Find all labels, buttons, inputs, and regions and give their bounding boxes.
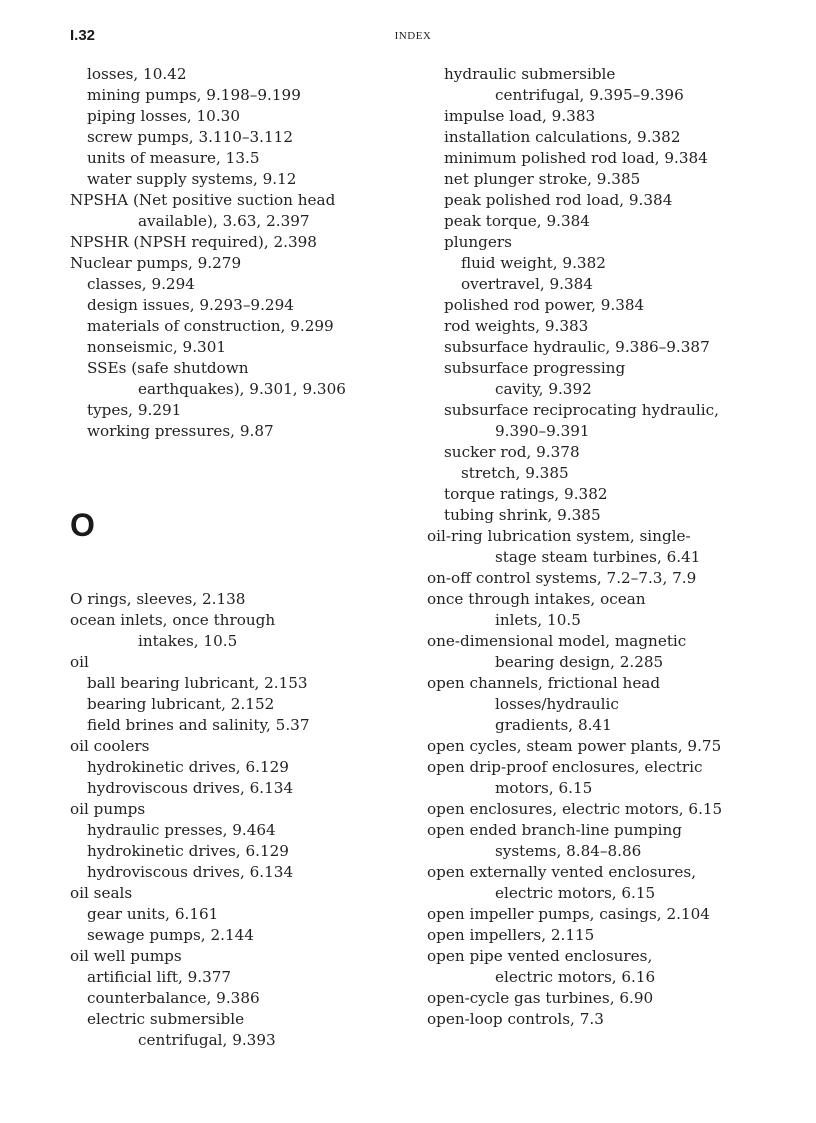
index-subentry: nonseismic, 9.301 — [87, 338, 227, 356]
index-subentry: design issues, 9.293–9.294 — [87, 296, 294, 314]
index-entry-continuation: centrifugal, 9.395–9.396 — [495, 86, 684, 104]
index-entry-continuation: gradients, 8.41 — [495, 716, 612, 734]
index-subsubentry: stretch, 9.385 — [461, 464, 569, 482]
index-entry: oil — [70, 653, 89, 671]
index-entry: oil pumps — [70, 800, 146, 818]
index-subentry: plungers — [444, 233, 512, 251]
index-entry-continuation: intakes, 10.5 — [138, 632, 238, 650]
index-entry-continuation: centrifugal, 9.393 — [138, 1031, 276, 1049]
index-entry-continuation: systems, 8.84–8.86 — [495, 842, 642, 860]
index-entry: NPSHR (NPSH required), 2.398 — [70, 233, 317, 251]
index-subentry: losses, 10.42 — [87, 65, 187, 83]
index-entry: open-loop controls, 7.3 — [427, 1010, 604, 1028]
index-subentry: torque ratings, 9.382 — [444, 485, 608, 503]
index-entry: open cycles, steam power plants, 9.75 — [427, 737, 722, 755]
index-subentry: SSEs (safe shutdown — [87, 359, 249, 377]
index-subentry: impulse load, 9.383 — [444, 107, 596, 125]
index-entry-continuation: motors, 6.15 — [495, 779, 593, 797]
index-subentry: subsurface progressing — [444, 359, 626, 377]
index-entry: open enclosures, electric motors, 6.15 — [427, 800, 723, 818]
index-subentry: hydrokinetic drives, 6.129 — [87, 758, 289, 776]
index-subentry: hydrokinetic drives, 6.129 — [87, 842, 289, 860]
running-head: INDEX — [394, 30, 432, 42]
index-subentry: polished rod power, 9.384 — [444, 296, 645, 314]
index-subentry: mining pumps, 9.198–9.199 — [87, 86, 301, 104]
index-subentry: hydroviscous drives, 6.134 — [87, 863, 294, 881]
index-entry: on-off control systems, 7.2–7.3, 7.9 — [427, 569, 697, 587]
index-subentry: hydraulic presses, 9.464 — [87, 821, 276, 839]
index-subentry: minimum polished rod load, 9.384 — [444, 149, 708, 167]
index-entry-continuation: stage steam turbines, 6.41 — [495, 548, 701, 566]
index-entry: oil-ring lubrication system, single- — [427, 527, 691, 545]
index-entry-continuation: electric motors, 6.15 — [495, 884, 656, 902]
index-subentry: types, 9.291 — [87, 401, 182, 419]
index-subentry: sucker rod, 9.378 — [444, 443, 580, 461]
index-entry: oil coolers — [70, 737, 150, 755]
index-entry: NPSHA (Net positive suction head — [70, 191, 336, 209]
index-subentry: working pressures, 9.87 — [87, 422, 274, 440]
index-subentry: sewage pumps, 2.144 — [87, 926, 254, 944]
index-subsubentry: overtravel, 9.384 — [461, 275, 593, 293]
index-entry: one-dimensional model, magnetic — [427, 632, 687, 650]
index-subentry: bearing lubricant, 2.152 — [87, 695, 275, 713]
index-subsubentry: fluid weight, 9.382 — [461, 254, 606, 272]
index-subentry: materials of construction, 9.299 — [87, 317, 334, 335]
index-subentry: classes, 9.294 — [87, 275, 195, 293]
index-subentry: artificial lift, 9.377 — [87, 968, 232, 986]
index-entry: Nuclear pumps, 9.279 — [70, 254, 242, 272]
index-subentry: tubing shrink, 9.385 — [444, 506, 601, 524]
index-subentry: piping losses, 10.30 — [87, 107, 240, 125]
index-subentry: subsurface reciprocating hydraulic, — [444, 401, 719, 419]
index-subentry: electric submersible — [87, 1010, 245, 1028]
index-entry-continuation: electric motors, 6.16 — [495, 968, 656, 986]
index-subentry: water supply systems, 9.12 — [87, 170, 297, 188]
index-subentry: installation calculations, 9.382 — [444, 128, 681, 146]
index-subentry: peak polished rod load, 9.384 — [444, 191, 673, 209]
section-letter-heading: O — [70, 507, 95, 543]
index-entry: open pipe vented enclosures, — [427, 947, 653, 965]
index-subentry: subsurface hydraulic, 9.386–9.387 — [444, 338, 710, 356]
index-entry-continuation: bearing design, 2.285 — [495, 653, 664, 671]
right-column — [427, 64, 807, 1030]
index-subentry: net plunger stroke, 9.385 — [444, 170, 641, 188]
index-subentry: ball bearing lubricant, 2.153 — [87, 674, 308, 692]
index-subentry: units of measure, 13.5 — [87, 149, 260, 167]
index-subentry: gear units, 6.161 — [87, 905, 219, 923]
index-subentry: hydroviscous drives, 6.134 — [87, 779, 294, 797]
index-entry: open channels, frictional head — [427, 674, 661, 692]
index-entry-continuation: cavity, 9.392 — [495, 380, 592, 398]
index-entry-continuation: 9.390–9.391 — [495, 422, 590, 440]
index-entry: oil well pumps — [70, 947, 182, 965]
index-entry: open drip-proof enclosures, electric — [427, 758, 703, 776]
index-entry: ocean inlets, once through — [70, 611, 276, 629]
index-entry-continuation: losses/hydraulic — [495, 695, 619, 713]
index-entry: O rings, sleeves, 2.138 — [70, 590, 246, 608]
index-subentry: peak torque, 9.384 — [444, 212, 590, 230]
index-entry-continuation: earthquakes), 9.301, 9.306 — [138, 380, 346, 398]
index-entry: open impellers, 2.115 — [427, 926, 595, 944]
index-subentry: rod weights, 9.383 — [444, 317, 589, 335]
index-entry: once through intakes, ocean — [427, 590, 646, 608]
index-entry: oil seals — [70, 884, 133, 902]
index-entry: open externally vented enclosures, — [427, 863, 697, 881]
index-entry: open-cycle gas turbines, 6.90 — [427, 989, 654, 1007]
index-entry-continuation: available), 3.63, 2.397 — [138, 212, 310, 230]
index-subentry: field brines and salinity, 5.37 — [87, 716, 310, 734]
left-column — [70, 64, 410, 1051]
index-entry-continuation: inlets, 10.5 — [495, 611, 581, 629]
index-subentry: screw pumps, 3.110–3.112 — [87, 128, 294, 146]
page-number: I.32 — [70, 27, 96, 44]
index-entry: open impeller pumps, casings, 2.104 — [427, 905, 710, 923]
index-subentry: counterbalance, 9.386 — [87, 989, 260, 1007]
index-entry: open ended branch-line pumping — [427, 821, 683, 839]
index-subentry: hydraulic submersible — [444, 65, 616, 83]
